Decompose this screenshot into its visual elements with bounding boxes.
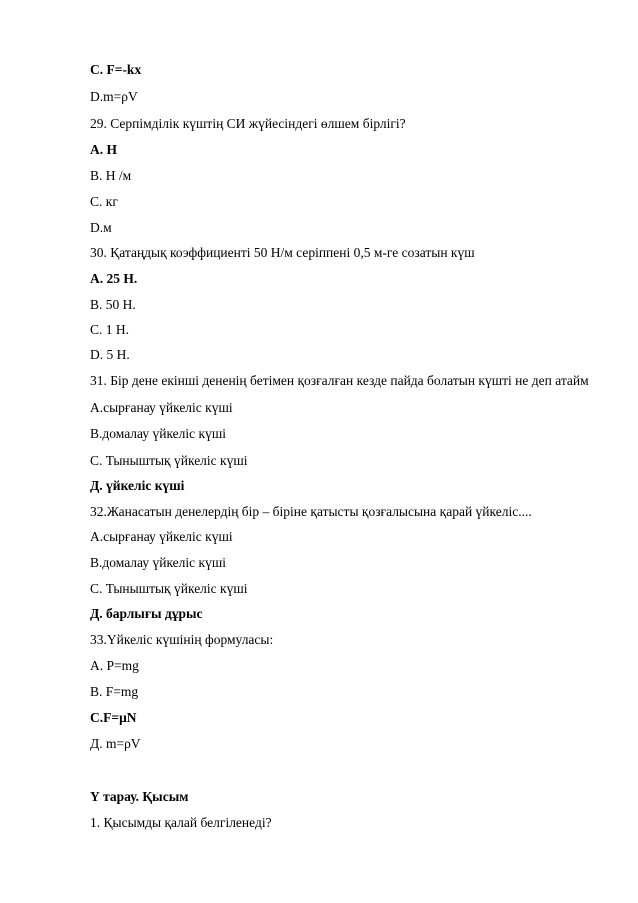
- answer-b-line: В. Н /м: [90, 168, 132, 183]
- answer-c-line: С. 1 Н.: [90, 322, 130, 337]
- answer-a-line: А.сырғанау үйкеліс күші: [90, 400, 233, 415]
- question-30: 30. Қатаңдық коэффициенті 50 Н/м серіппені 0,5 м-ге созатын күш: [90, 245, 475, 260]
- answer-d-line: D.м: [90, 220, 112, 235]
- question-31: 31. Бір дене екінші дененің бетімен қозғалған кезде пайда болатын күшті не деп атайм: [90, 373, 589, 388]
- answer-c-line: С. Тыныштық үйкеліс күші: [90, 581, 248, 596]
- answer-b-line: В. 50 Н.: [90, 297, 136, 312]
- question-1: 1. Қысымды қалай белгіленеді?: [90, 815, 272, 830]
- answer-c-line: С. кг: [90, 194, 118, 209]
- answer-d-line: D.m=ρV: [90, 89, 138, 104]
- answer-c-line: С.F=μN: [90, 710, 137, 725]
- answer-c-line: C. F=-kx: [90, 62, 142, 77]
- chapter-heading: Ү тарау. Қысым: [90, 789, 189, 804]
- answer-a-line: А.сырғанау үйкеліс күші: [90, 529, 233, 544]
- answer-d-line: Д. үйкеліс күші: [90, 478, 185, 493]
- question-29: 29. Серпімділік күштің СИ жүйесіндегі өлшем бірлігі?: [90, 116, 406, 131]
- question-32: 32.Жанасатын денелердің бір – біріне қатысты қозғалысына қарай үйкеліс....: [90, 504, 532, 519]
- answer-b-line: В.домалау үйкеліс күші: [90, 555, 226, 570]
- answer-a-line: А. P=mg: [90, 658, 139, 673]
- answer-b-line: В. F=mg: [90, 684, 139, 699]
- answer-a-line: А. 25 Н.: [90, 271, 138, 286]
- answer-c-line: С. Тыныштық үйкеліс күші: [90, 453, 248, 468]
- answer-d-line: D. 5 Н.: [90, 347, 130, 362]
- answer-b-line: В.домалау үйкеліс күші: [90, 426, 226, 441]
- question-33: 33.Үйкеліс күшінің формуласы:: [90, 632, 274, 647]
- answer-d-line: Д. барлығы дұрыс: [90, 606, 203, 621]
- answer-d-line: Д. m=ρV: [90, 736, 141, 751]
- answer-a-line: А. Н: [90, 142, 117, 157]
